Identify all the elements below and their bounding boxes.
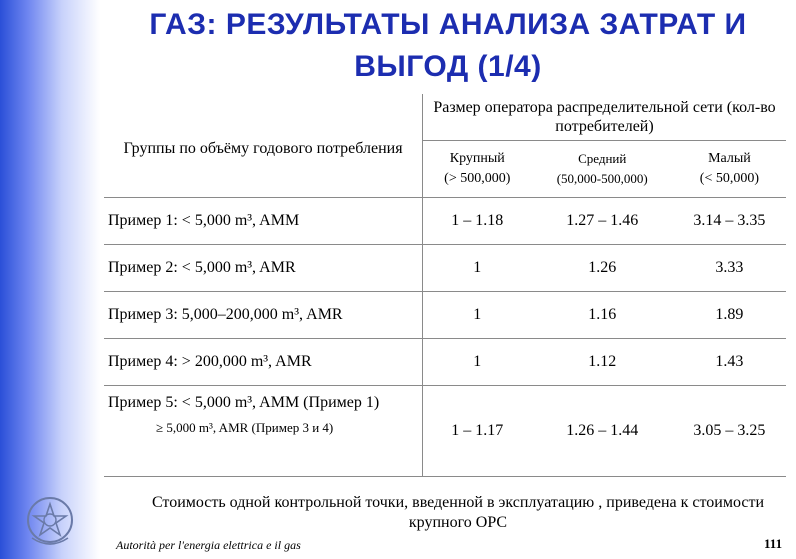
cell-medium: 1.16 xyxy=(532,292,673,339)
table-row xyxy=(104,386,786,477)
cell-small: 3.14 – 3.35 xyxy=(673,198,786,245)
cell-small: 3.05 – 3.25 xyxy=(673,386,786,477)
group-header: Группы по объёму годового потребления xyxy=(104,94,423,198)
column-name: Средний xyxy=(578,151,627,166)
slide-title xyxy=(100,4,796,88)
row-label: Пример 2: < 5,000 m³, AMR xyxy=(104,245,423,292)
column-header-large xyxy=(423,141,532,198)
table-row xyxy=(104,245,786,292)
table-row xyxy=(104,339,786,386)
column-name: Крупный xyxy=(449,151,505,166)
cell-medium: 1.26 xyxy=(532,245,673,292)
table-row xyxy=(104,292,786,339)
results-table xyxy=(104,94,786,477)
row-label: Пример 4: > 200,000 m³, AMR xyxy=(104,339,423,386)
cell-medium: 1.26 – 1.44 xyxy=(532,386,673,477)
row-label: Пример 5: < 5,000 m³, AMM (Пример 1) xyxy=(108,394,380,411)
row-label-cell xyxy=(104,386,423,477)
column-range: (< 50,000) xyxy=(699,171,760,186)
size-header: Размер оператора распределительной сети (кол-во потребителей) xyxy=(423,94,787,141)
table-row xyxy=(104,198,786,245)
cell-large: 1 – 1.18 xyxy=(423,198,532,245)
row-label: Пример 3: 5,000–200,000 m³, AMR xyxy=(104,292,423,339)
column-header-small xyxy=(673,141,786,198)
page-number: 111 xyxy=(764,536,783,551)
row-sublabel: ≥ 5,000 m³, AMR (Пример 3 и 4) xyxy=(156,420,334,435)
footnote: Стоимость одной контрольной точки, введенной в эксплуатацию , приведена к стоимости крупного ОРС xyxy=(151,494,765,531)
column-range: (50,000-500,000) xyxy=(556,171,648,186)
cell-small: 1.89 xyxy=(673,292,786,339)
cell-large: 1 xyxy=(423,245,532,292)
cell-large: 1 xyxy=(423,292,532,339)
cell-large: 1 xyxy=(423,339,532,386)
authority-name: Autorità per l'energia elettrica e il gas xyxy=(116,538,301,552)
column-name: Малый xyxy=(708,151,751,166)
title-line-1: ГАЗ: РЕЗУЛЬТАТЫ АНАЛИЗА ЗАТРАТ И xyxy=(149,8,747,41)
column-header-medium xyxy=(532,141,673,198)
sidebar-gradient xyxy=(0,0,100,559)
cell-medium: 1.12 xyxy=(532,339,673,386)
cell-small: 1.43 xyxy=(673,339,786,386)
italian-emblem-icon xyxy=(24,494,76,550)
column-range: (> 500,000) xyxy=(444,171,511,186)
cell-small: 3.33 xyxy=(673,245,786,292)
cell-medium: 1.27 – 1.46 xyxy=(532,198,673,245)
title-line-2: ВЫГОД (1/4) xyxy=(354,50,542,83)
cell-large: 1 – 1.17 xyxy=(423,386,532,477)
row-label: Пример 1: < 5,000 m³, AMM xyxy=(104,198,423,245)
